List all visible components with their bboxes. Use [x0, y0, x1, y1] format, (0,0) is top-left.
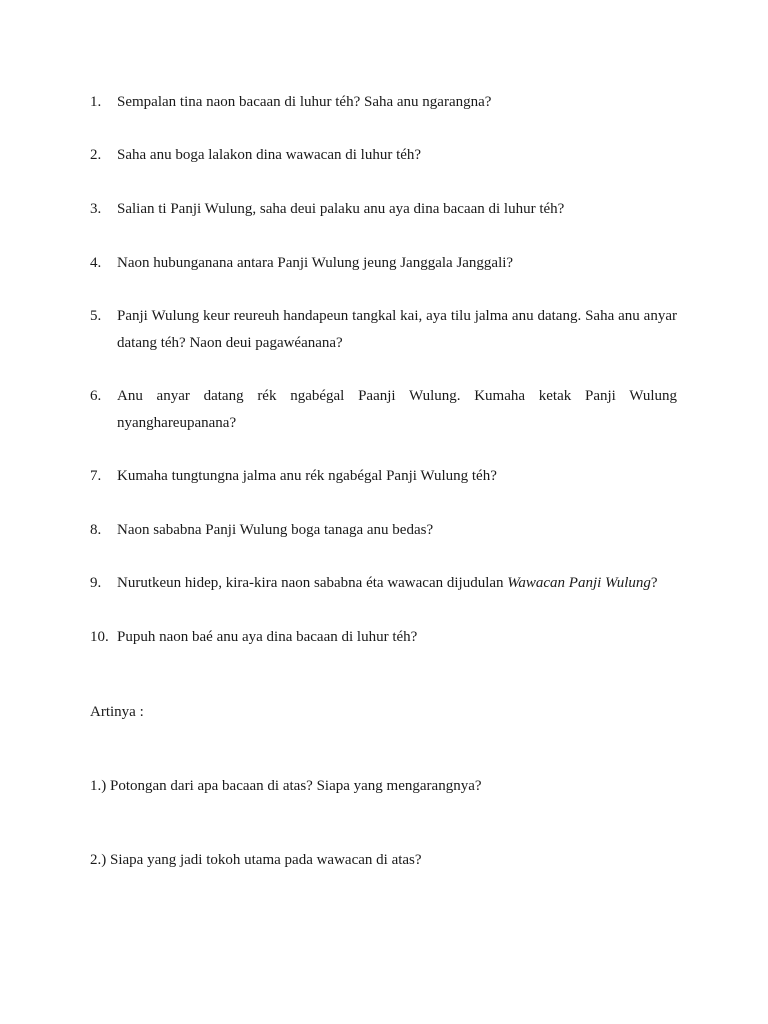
question-10: [90, 624, 677, 651]
question-text: [117, 570, 677, 597]
question-number: 6.: [90, 388, 102, 404]
question-text: Kumaha tungtungna jalma anu rék ngabégal Panji Wulung téh?: [117, 468, 497, 484]
question-number: 7.: [90, 468, 102, 484]
question-7: [90, 463, 677, 490]
question-mark: ?: [650, 575, 658, 591]
question-text: Naon hubunganana antara Panji Wulung jeung Janggala Janggali?: [117, 255, 514, 271]
question-text: Sempalan tina naon bacaan di luhur téh? Saha anu ngarangna?: [117, 94, 492, 110]
question-text: Panji Wulung keur reureuh handapeun tangkal kai, aya tilu jalma anu datang. Saha anu anyar datang téh? Naon deui pagawéanana?: [117, 308, 677, 351]
translation-item-2: 2.) Siapa yang jadi tokoh utama pada wawacan di atas?: [90, 852, 422, 868]
question-number: 2.: [90, 147, 102, 163]
question-2: [90, 142, 677, 169]
question-3: [90, 196, 677, 223]
question-1: [90, 89, 677, 116]
question-text: Naon sababna Panji Wulung boga tanaga anu bedas?: [117, 522, 434, 538]
question-text: Saha anu boga lalakon dina wawacan di luhur téh?: [117, 147, 422, 163]
question-9: [90, 570, 677, 597]
question-text-main: Nurutkeun hidep, kira-kira naon sababna éta wawacan dijudulan: [117, 575, 508, 591]
question-number: 1.: [90, 94, 102, 110]
question-text: Pupuh naon baé anu aya dina bacaan di luhur téh?: [117, 629, 418, 645]
question-8: [90, 517, 677, 544]
question-number: 3.: [90, 201, 102, 217]
question-number: 9.: [90, 575, 102, 591]
translation-heading: Artinya :: [90, 704, 144, 720]
question-number: 5.: [90, 308, 102, 324]
question-text: Anu anyar datang rék ngabégal Paanji Wulung. Kumaha ketak Panji Wulung nyanghareupanana?: [117, 388, 677, 431]
question-4: [90, 250, 677, 277]
question-6: [90, 383, 677, 436]
italic-title: Wawacan Panji Wulung: [507, 575, 651, 591]
question-number: 10.: [90, 629, 109, 645]
question-5: [90, 303, 677, 356]
question-number: 4.: [90, 255, 102, 271]
question-number: 8.: [90, 522, 102, 538]
translation-item-1: 1.) Potongan dari apa bacaan di atas? Siapa yang mengarangnya?: [90, 778, 482, 794]
question-text: Salian ti Panji Wulung, saha deui palaku anu aya dina bacaan di luhur téh?: [117, 201, 565, 217]
